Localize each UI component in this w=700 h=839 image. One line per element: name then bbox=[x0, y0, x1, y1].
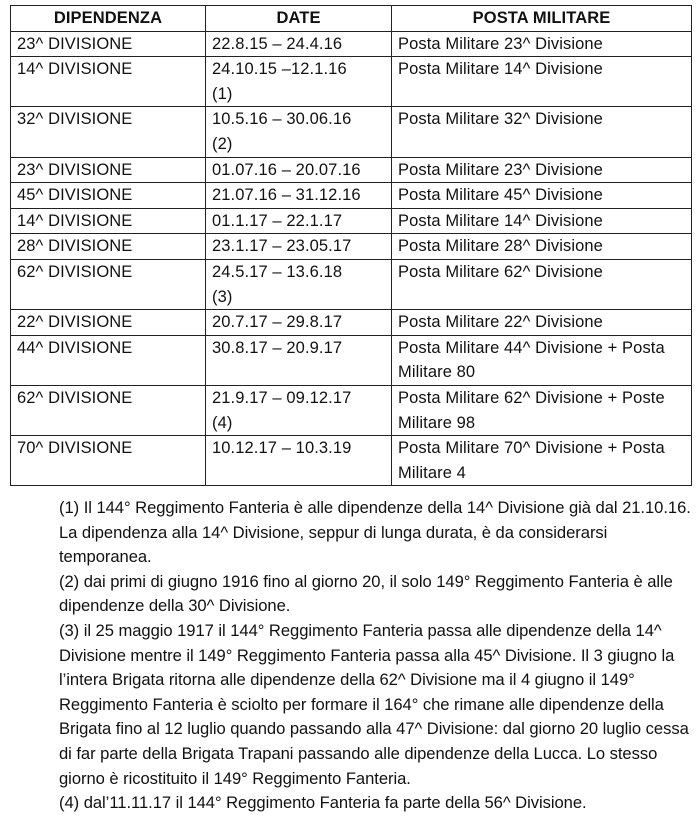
cell-posta-militare: Posta Militare 14^ Divisione bbox=[392, 57, 692, 107]
cell-posta-militare: Posta Militare 62^ Divisione + Poste Militare 98 bbox=[392, 385, 692, 435]
footnotes bbox=[59, 496, 699, 816]
cell-date bbox=[206, 157, 392, 183]
footnote-2: (2) dai primi di giugno 1916 fino al giorno 20, il solo 149° Reggimento Fanteria è alle dipendenze della 30^ Divisione. bbox=[59, 571, 673, 616]
table-row bbox=[11, 57, 692, 107]
date-range: 23.1.17 – 23.05.17 bbox=[212, 237, 352, 256]
cell-dipendenza: 32^ DIVISIONE bbox=[11, 107, 206, 157]
cell-posta-militare: Posta Militare 23^ Divisione bbox=[392, 31, 692, 57]
date-range: 22.8.15 – 24.4.16 bbox=[212, 34, 343, 53]
table-row bbox=[11, 436, 692, 486]
header-date: DATE bbox=[206, 6, 392, 32]
cell-date bbox=[206, 183, 392, 209]
date-range: 30.8.17 – 20.9.17 bbox=[212, 338, 343, 357]
date-range: 01.07.16 – 20.07.16 bbox=[212, 160, 361, 179]
date-range: 24.5.17 – 13.6.18 bbox=[212, 262, 343, 281]
note-reference: (1) bbox=[212, 84, 233, 103]
cell-date bbox=[206, 208, 392, 234]
date-range: 01.1.17 – 22.1.17 bbox=[212, 211, 343, 230]
cell-dipendenza: 70^ DIVISIONE bbox=[11, 436, 206, 486]
cell-date bbox=[206, 436, 392, 486]
cell-dipendenza: 14^ DIVISIONE bbox=[11, 57, 206, 107]
cell-dipendenza: 28^ DIVISIONE bbox=[11, 234, 206, 260]
cell-date bbox=[206, 310, 392, 336]
cell-posta-militare: Posta Militare 14^ Divisione bbox=[392, 208, 692, 234]
footnote-4: (4) dal’11.11.17 il 144° Reggimento Fanteria fa parte della 56^ Divisione. bbox=[59, 793, 587, 813]
date-range: 21.07.16 – 31.12.16 bbox=[212, 186, 361, 205]
cell-dipendenza: 23^ DIVISIONE bbox=[11, 157, 206, 183]
cell-date bbox=[206, 107, 392, 157]
date-range: 10.12.17 – 10.3.19 bbox=[212, 439, 352, 458]
note-reference: (4) bbox=[212, 413, 233, 432]
cell-date bbox=[206, 335, 392, 385]
cell-dipendenza: 45^ DIVISIONE bbox=[11, 183, 206, 209]
header-dipendenza: DIPENDENZA bbox=[11, 6, 206, 32]
date-range: 10.5.16 – 30.06.16 bbox=[212, 110, 352, 129]
cell-dipendenza: 44^ DIVISIONE bbox=[11, 335, 206, 385]
cell-posta-militare: Posta Militare 23^ Divisione bbox=[392, 157, 692, 183]
divisions-table bbox=[10, 5, 692, 486]
date-range: 24.10.15 –12.1.16 bbox=[212, 60, 347, 79]
cell-dipendenza: 22^ DIVISIONE bbox=[11, 310, 206, 336]
table-row bbox=[11, 335, 692, 385]
cell-posta-militare: Posta Militare 45^ Divisione bbox=[392, 183, 692, 209]
footnote-1: (1) Il 144° Reggimento Fanteria è alle dipendenze della 14^ Divisione già dal 21.10.16. La dipendenza alla 14^ Divisione, seppur di lunga durata, è da considerarsi temporanea. bbox=[59, 498, 691, 567]
table-row bbox=[11, 107, 692, 157]
cell-posta-militare: Posta Militare 70^ Divisione + Posta Militare 4 bbox=[392, 436, 692, 486]
cell-date bbox=[206, 259, 392, 309]
cell-date bbox=[206, 57, 392, 107]
cell-posta-militare: Posta Militare 22^ Divisione bbox=[392, 310, 692, 336]
table-row bbox=[11, 183, 692, 209]
table-row bbox=[11, 208, 692, 234]
footnote-3: (3) il 25 maggio 1917 il 144° Reggimento Fanteria passa alle dipendenze della 14^ Divisione mentre il 149° Reggimento Fanteria passa alla 45^ Divisione. Il 3 giugno la l’intera Brigata ritorna alle dipendenze della 62^ Divisione ma il 4 giugno il 149° Reggimento Fanteria è sciolto per formare il 164° che rimane alle dipendenze della Brigata fino al 12 luglio quando passando alla 47^ Divisione: dal giorno 20 luglio cessa di far parte della Brigata Trapani passando alle dipendenze della Lucca. Lo stesso giorno è ricostituito il 149° Reggimento Fanteria. bbox=[59, 620, 689, 788]
cell-dipendenza: 62^ DIVISIONE bbox=[11, 259, 206, 309]
table-row bbox=[11, 259, 692, 309]
cell-posta-militare: Posta Militare 28^ Divisione bbox=[392, 234, 692, 260]
note-reference: (3) bbox=[212, 287, 233, 306]
cell-dipendenza: 62^ DIVISIONE bbox=[11, 385, 206, 435]
table-row bbox=[11, 234, 692, 260]
note-reference: (2) bbox=[212, 134, 233, 153]
cell-date bbox=[206, 31, 392, 57]
table-row bbox=[11, 385, 692, 435]
table-row bbox=[11, 31, 692, 57]
cell-dipendenza: 23^ DIVISIONE bbox=[11, 31, 206, 57]
date-range: 20.7.17 – 29.8.17 bbox=[212, 313, 343, 332]
cell-posta-militare: Posta Militare 44^ Divisione + Posta Militare 80 bbox=[392, 335, 692, 385]
cell-dipendenza: 14^ DIVISIONE bbox=[11, 208, 206, 234]
header-posta-militare: POSTA MILITARE bbox=[392, 6, 692, 32]
date-range: 21.9.17 – 09.12.17 bbox=[212, 388, 352, 407]
cell-date bbox=[206, 234, 392, 260]
table-header-row bbox=[11, 6, 692, 32]
cell-posta-militare: Posta Militare 62^ Divisione bbox=[392, 259, 692, 309]
table-row bbox=[11, 157, 692, 183]
cell-date bbox=[206, 385, 392, 435]
cell-posta-militare: Posta Militare 32^ Divisione bbox=[392, 107, 692, 157]
table-row bbox=[11, 310, 692, 336]
